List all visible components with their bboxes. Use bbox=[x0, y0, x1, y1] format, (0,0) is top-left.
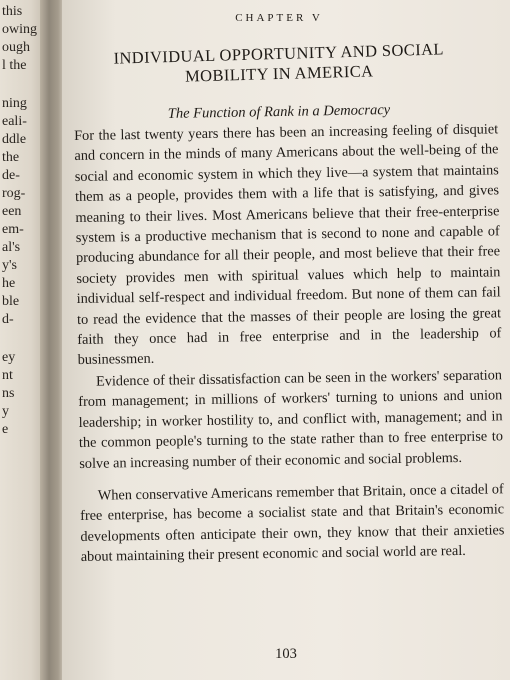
left-page-fragment: ough bbox=[2, 40, 30, 55]
chapter-label: CHAPTER V bbox=[235, 12, 323, 24]
chapter-title-line-2: MOBILITY IN AMERICA bbox=[184, 61, 374, 86]
left-page-fragment: ddle bbox=[2, 132, 27, 147]
left-page-fragment: d- bbox=[2, 312, 14, 327]
chapter-title-line-1: INDIVIDUAL OPPORTUNITY AND SOCIAL bbox=[113, 39, 445, 68]
paragraph-3: When conservative Americans remember that Britain, once a citadel of free enterprise, has become a socialist state and that Britain's economic developments often anticipate their own, they know that their anxieties about maintaining their present economic and social world are real. bbox=[80, 481, 505, 566]
left-page-fragment: ning bbox=[2, 96, 27, 111]
book-page bbox=[62, 0, 510, 680]
paragraph-1: For the last twenty years there has been an increasing feeling of disquiet and concern in the minds of many Americans about the well-being of the social and economic system in which they live—a system that maintains them as a people, provides them with a life that is satisfying, and gives meaning to their lives. Most Americans believe that their free-enterprise system is a productive mechanism that is second to none and capable of producing abundance for all their people, and most believe that their free society provides men with spiritual values which help to maintain individual self-respect and individual freedom. But none of them can fail to read the evidence that the masses of their people are losing the great faith they once had in free enterprise and in the leadership of businessmen. bbox=[74, 121, 502, 369]
left-page-fragment: de- bbox=[2, 168, 20, 183]
left-page-edge bbox=[0, 0, 44, 680]
left-page-fragment: een bbox=[2, 204, 22, 219]
left-page-fragment: al's bbox=[2, 240, 21, 255]
page-content bbox=[74, 0, 505, 680]
left-page-fragment: this bbox=[2, 4, 23, 19]
left-page-fragment: the bbox=[2, 150, 20, 165]
left-page-fragment: ble bbox=[2, 294, 20, 309]
left-page-fragment: ey bbox=[2, 350, 16, 365]
chapter-title bbox=[74, 38, 485, 89]
paragraph-2: Evidence of their dissatisfaction can be seen in the workers' separation from management; in millions of workers' turning to unions and union leadership; in worker hostility to, and conflict with, management; and in the common people's turning to the state rather than to free enterprise to solve an increasing number of their economic and social problems. bbox=[78, 367, 504, 472]
left-page-fragment: ns bbox=[2, 386, 15, 401]
left-page-fragment: em- bbox=[2, 222, 24, 237]
left-page-fragment: y's bbox=[2, 258, 17, 273]
left-page-fragment: l the bbox=[2, 58, 27, 73]
left-page-fragment: e bbox=[2, 422, 9, 437]
left-page-fragment: eali- bbox=[2, 114, 27, 129]
page-number: 103 bbox=[275, 646, 297, 662]
left-page-fragment: owing bbox=[2, 22, 37, 37]
left-page-fragment: rog- bbox=[2, 186, 26, 201]
left-page-fragment: he bbox=[2, 276, 16, 291]
left-page-fragment: nt bbox=[2, 368, 13, 383]
body-text bbox=[74, 119, 505, 567]
section-heading: The Function of Rank in a Democracy bbox=[167, 102, 391, 122]
left-page-fragment: y bbox=[2, 404, 9, 419]
